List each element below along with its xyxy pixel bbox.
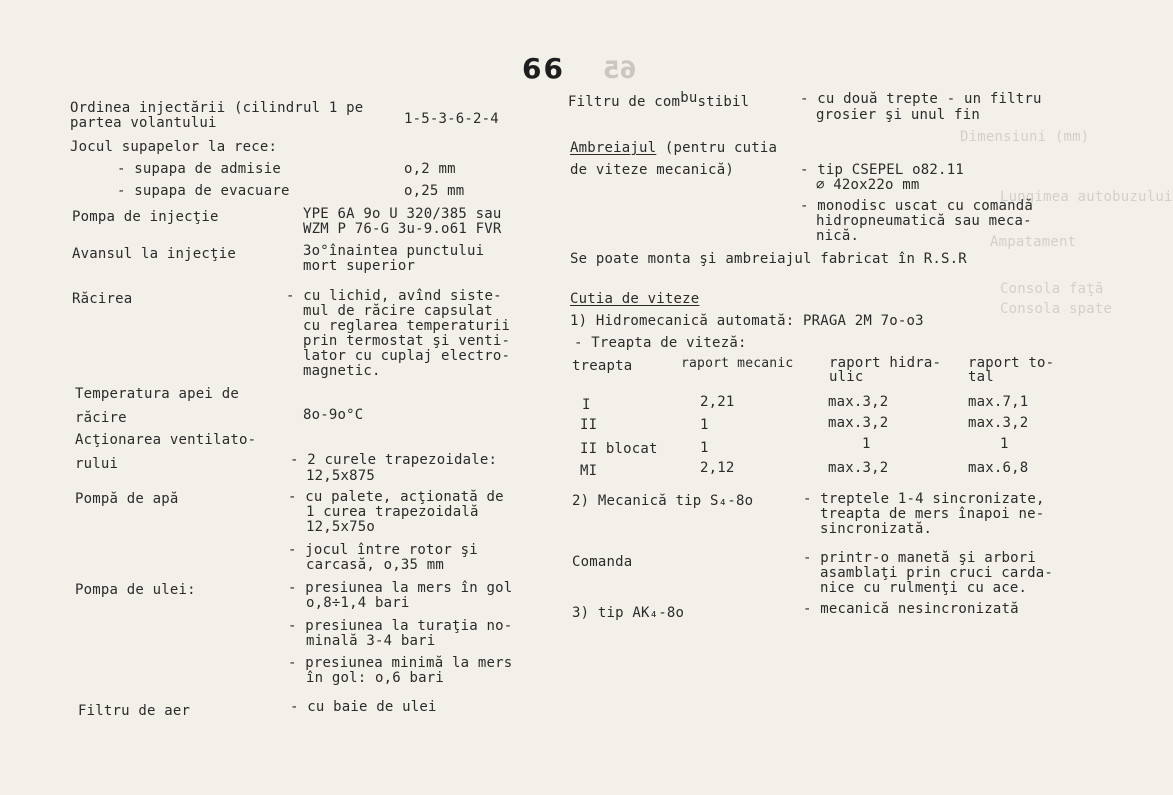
- racirea-label: Răcirea: [72, 291, 133, 307]
- cutia-2-value-2: treapta de mers înapoi ne-: [820, 506, 1045, 522]
- show-through-text: Ampatament: [990, 234, 1077, 250]
- table-cell-hidraulic: max.3,2: [828, 460, 889, 476]
- header-raport-hidraulic-2: ulic: [829, 369, 864, 385]
- table-cell-hidraulic: 1: [862, 436, 871, 452]
- comanda-label: Comanda: [572, 554, 633, 570]
- ambreiaj-note: Se poate monta şi ambreiajul fabricat în R.S.R: [570, 251, 967, 267]
- temperatura-label-1: Temperatura apei de: [75, 386, 239, 402]
- filtru-combustibil-label: Filtru de combustibil: [568, 90, 750, 110]
- avans-value-2: mort superior: [303, 258, 416, 274]
- ambreiaj-label-1: Ambreiajul (pentru cutia: [570, 140, 778, 156]
- show-through-text: Consola spate: [1000, 301, 1113, 317]
- table-cell-treapta: I: [582, 397, 591, 413]
- filtru-combustibil-value-2: grosier şi unul fin: [816, 107, 980, 123]
- pompa-ulei-line: în gol: o,6 bari: [306, 670, 445, 686]
- avans-label: Avansul la injecţie: [72, 246, 236, 262]
- page-number: 66: [522, 52, 565, 85]
- pompa-ulei-line: minală 3-4 bari: [306, 633, 436, 649]
- cutia-2-value-3: sincronizată.: [820, 521, 933, 537]
- table-cell-treapta: II blocat: [580, 441, 658, 457]
- ambreiaj-value-3: - monodisc uscat cu comandă: [800, 198, 1033, 214]
- filtru-aer-label: Filtru de aer: [78, 703, 191, 719]
- pompa-ulei-line: - presiunea la mers în gol: [288, 580, 513, 596]
- table-cell-hidraulic: max.3,2: [828, 415, 889, 431]
- table-cell-mecanic: 1: [700, 417, 709, 433]
- pompa-ulei-line: o,8÷1,4 bari: [306, 595, 410, 611]
- jocul-supapelor-label: Jocul supapelor la rece:: [70, 139, 278, 155]
- pompa-ulei-line: - presiunea minimă la mers: [288, 655, 513, 671]
- admisie-label: - supapa de admisie: [117, 161, 281, 177]
- table-cell-mecanic: 1: [700, 440, 709, 456]
- show-through-text: Dimensiuni (mm): [960, 129, 1090, 145]
- actionarea-label-1: Acţionarea ventilato-: [75, 432, 257, 448]
- filtru-aer-value: - cu baie de ulei: [290, 699, 437, 715]
- pompa-apa-line: - cu palete, acţionată de: [288, 489, 504, 505]
- jocul-rotor-line: - jocul între rotor şi: [288, 542, 478, 558]
- pompa-apa-label: Pompă de apă: [75, 491, 179, 507]
- pompa-apa-line: 1 curea trapezoidală: [306, 504, 479, 520]
- cutia-viteze-heading: Cutia de viteze: [570, 291, 700, 307]
- jocul-rotor-line: carcasă, o,35 mm: [306, 557, 445, 573]
- show-through-text: Consola faţă: [1000, 281, 1104, 297]
- racirea-line: lator cu cuplaj electro-: [303, 348, 511, 364]
- table-cell-hidraulic: max.3,2: [828, 394, 889, 410]
- admisie-value: o,2 mm: [404, 161, 456, 177]
- table-cell-treapta: II: [580, 417, 598, 433]
- ambreiaj-value-5: nică.: [816, 228, 860, 244]
- pompa-injectie-label: Pompa de injecţie: [72, 209, 219, 225]
- cutia-3-value: - mecanică nesincronizată: [803, 601, 1019, 617]
- comanda-value-1: - printr-o manetă şi arbori: [803, 550, 1036, 566]
- treapta-label: - Treapta de viteză:: [574, 335, 747, 351]
- ambreiaj-value-2: ⌀ 42ox22o mm: [816, 177, 920, 193]
- comanda-value-3: nice cu rulmenţi cu ace.: [820, 580, 1028, 596]
- evacuare-value: o,25 mm: [404, 183, 465, 199]
- header-raport-total-1: raport to-: [968, 355, 1055, 371]
- pompa-ulei-label: Pompa de ulei:: [75, 582, 196, 598]
- cutia-2-value-1: - treptele 1-4 sincronizate,: [803, 491, 1045, 507]
- header-raport-mecanic: raport mecanic: [681, 356, 794, 371]
- racirea-line: mul de răcire capsulat: [303, 303, 493, 319]
- table-cell-treapta: MI: [580, 463, 598, 479]
- actionarea-label-2: rului: [75, 456, 119, 472]
- filtru-combustibil-value-1: - cu două trepte - un filtru: [800, 91, 1042, 107]
- header-treapta: treapta: [572, 358, 633, 374]
- table-cell-total: 1: [1000, 436, 1009, 452]
- ordinea-label-2: partea volantului: [70, 115, 217, 131]
- evacuare-label: - supapa de evacuare: [117, 183, 290, 199]
- actionarea-value-2: 12,5x875: [306, 468, 376, 484]
- racirea-line: prin termostat şi venti-: [303, 333, 511, 349]
- table-cell-mecanic: 2,21: [700, 394, 735, 410]
- temperatura-label-2: răcire: [75, 410, 127, 426]
- ambreiaj-value-4: hidropneumatică sau meca-: [816, 213, 1032, 229]
- comanda-value-2: asamblaţi prin cruci carda-: [820, 565, 1053, 581]
- table-cell-mecanic: 2,12: [700, 460, 735, 476]
- table-cell-total: max.6,8: [968, 460, 1029, 476]
- show-through-page-number: 65: [603, 56, 637, 84]
- header-raport-total-2: tal: [968, 369, 994, 385]
- pompa-injectie-value-1: YPE 6A 9o U 320/385 sau: [303, 206, 502, 222]
- cutia-3-label: 3) tip AK₄-8o: [572, 605, 685, 621]
- temperatura-value: 8o-9o°C: [303, 407, 364, 423]
- pompa-injectie-value-2: WZM P 76-G 3u-9.o61 FVR: [303, 221, 502, 237]
- pompa-ulei-line: - presiunea la turaţia no-: [288, 618, 513, 634]
- racirea-line: - cu lichid, avînd siste-: [286, 288, 502, 304]
- racirea-line: cu reglarea temperaturii: [303, 318, 511, 334]
- racirea-line: magnetic.: [303, 363, 381, 379]
- table-cell-total: max.3,2: [968, 415, 1029, 431]
- table-cell-total: max.7,1: [968, 394, 1029, 410]
- ambreiaj-label-2: de viteze mecanică): [570, 162, 734, 178]
- cutia-2-label: 2) Mecanică tip S₄-8o: [572, 493, 754, 509]
- pompa-apa-line: 12,5x75o: [306, 519, 376, 535]
- cutia-1-label: 1) Hidromecanică automată: PRAGA 2M 7o-o3: [570, 313, 924, 329]
- actionarea-value-1: - 2 curele trapezoidale:: [290, 452, 498, 468]
- ordinea-value: 1-5-3-6-2-4: [404, 111, 499, 127]
- header-raport-hidraulic-1: raport hidra-: [829, 355, 942, 371]
- ordinea-label-1: Ordinea injectării (cilindrul 1 pe: [70, 100, 364, 116]
- show-through-text: Lungimea autobuzului: [1000, 189, 1173, 205]
- ambreiaj-value-1: - tip CSEPEL o82.11: [800, 162, 964, 178]
- avans-value-1: 3o°înaintea punctului: [303, 243, 485, 259]
